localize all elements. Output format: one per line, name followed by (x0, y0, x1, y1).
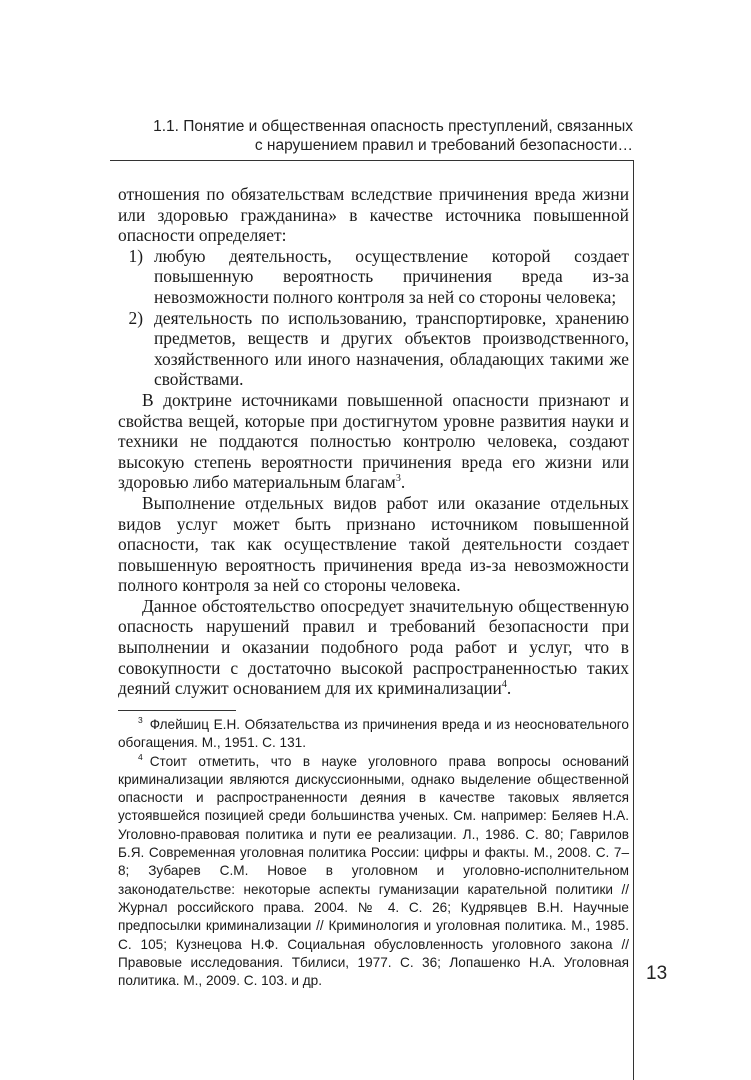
footnote-number: 4 (138, 752, 143, 763)
running-head-line-2: с нарушением правил и требований безопасности… (254, 137, 633, 154)
list-item (118, 308, 629, 390)
margin-vertical-rule (633, 160, 634, 1080)
paragraph-text: В доктрине источниками повышенной опасности признают и свойства вещей, которые при достигнутом уровне развития науки и техники не поддаются полностью контролю человека, создают высокую степень вероятности причинения вреда его жизни или здоровью либо материальным благам (118, 389, 629, 493)
paragraph (118, 390, 629, 493)
list-item-number: 1) (128, 245, 143, 266)
footnote-number: 3 (138, 715, 143, 726)
running-head-line-1: 1.1. Понятие и общественная опасность преступлений, связанных (153, 118, 633, 135)
header-rule (110, 160, 633, 161)
paragraph (118, 596, 629, 699)
paragraph-end: . (506, 678, 512, 699)
list-item-text: любую деятельность, осуществление которой создает повышенную вероятность причинения вреда из-за невозможности полного контроля за ней со стороны человека; (154, 245, 629, 307)
footnote-text: Флейшиц Е.Н. Обязательства из причинения вреда и из неосновательного обогащения. М., 1951. С. 131. (118, 717, 629, 751)
footnote-rule (118, 710, 236, 711)
list-item-number: 2) (128, 307, 143, 328)
footnotes (118, 716, 629, 990)
body-text (118, 184, 629, 699)
footnote-text: Стоит отметить, что в науке уголовного права вопросы оснований криминализации являются дискуссионными, однако выделение общественной опасности и распространенности деяния в качестве таковых является устоявшейся позицией среди большинства ученых. См. например: Беляев Н.А. Уголовно-правовая политика и пути ее реализации. Л., 1986. С. 80; Гаврилов Б.Я. Современная уголовная политика России: цифры и факты. М., 2008. С. 7–8; Зубарев С.М. Новое в уголовном и уголовно-исполнительном законодательстве: некоторые аспекты гуманизации карательной политики // Журнал российского права. 2004. № 4. С. 26; Кудрявцев В.Н. Научные предпосылки криминализации // Криминология и уголовная политика. М., 1985. С. 105; Кузнецова Н.Ф. Социальная обусловленность уголовного закона // Правовые исследования. Тбилиси, 1977. С. 36; Лопашенко Н.А. Уголовная политика. М., 2009. С. 103. и др. (118, 753, 629, 989)
footnote-ref: 4 (501, 679, 507, 691)
footnote (118, 716, 629, 753)
list-item (118, 246, 629, 308)
intro-paragraph: отношения по обязательствам вследствие причинения вреда жизни или здоровью гражданина» в качестве источника повышенной опасности определяет: (118, 184, 629, 246)
page-number: 13 (646, 963, 668, 984)
running-head (153, 117, 633, 155)
paragraph-end: . (400, 472, 406, 493)
footnote-ref: 3 (395, 473, 401, 485)
footnote (118, 753, 629, 991)
list-item-text: деятельность по использованию, транспортировке, хранению предметов, веществ и других объектов производственного, хозяйственного или иного назначения, обладающих такими же свойствами. (154, 307, 629, 390)
paragraph-text: Данное обстоятельство опосредует значительную общественную опасность нарушений правил и требований безопасности при выполнении и оказании подобного рода работ и услуг, что в совокупности с достаточно высокой распространенностью таких деяний служит основанием для их криминализации (118, 595, 629, 699)
paragraph: Выполнение отдельных видов работ или оказание отдельных видов услуг может быть признано источником повышенной опасности, так как осуществление такой деятельности создает повышенную вероятность причинения вреда из-за невозможности полного контроля за ней со стороны человека. (118, 492, 629, 596)
